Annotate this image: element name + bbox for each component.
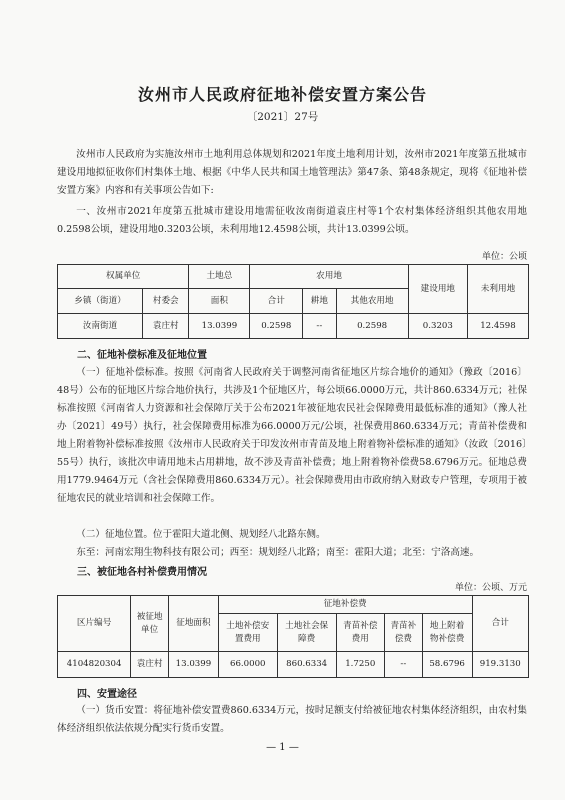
cell-village: 袁庄村: [143, 314, 189, 339]
cell-land-compensation: 66.0000: [218, 652, 277, 678]
header-other-farmland: 其他农用地: [336, 289, 408, 314]
header-region-code: 区片编号: [58, 596, 131, 652]
header-arable: 耕地: [303, 289, 336, 314]
cell-social-security: 860.6334: [277, 652, 336, 678]
page-number: — 1 —: [266, 742, 299, 753]
cell-arable: --: [303, 314, 336, 339]
cell-construction: 0.3203: [408, 314, 467, 339]
compensation-table: [57, 595, 529, 678]
item-2-2-paragraph: （二）征地位置。位于霍阳大道北侧、规划经八北路东侧。: [76, 529, 326, 540]
section-4-heading: 四、安置途径: [77, 689, 137, 700]
page-title: 汝州市人民政府征地补偿安置方案公告: [137, 85, 427, 104]
header-town: 乡镇（街道）: [58, 289, 143, 314]
table1-unit: 单位：公顷: [481, 252, 527, 262]
cell-attachment-compensation: 58.6796: [422, 652, 472, 678]
header-compensation: 征地补偿费: [218, 596, 472, 614]
header-farmland: 农用地: [250, 265, 408, 289]
header-area: 征地面积: [169, 596, 219, 652]
header-total-area-top: 土地总: [189, 265, 250, 289]
header-sum: 合计: [250, 289, 303, 314]
cell-total-area: 13.0399: [189, 314, 250, 339]
header-land-unit: 被征地 单位: [131, 596, 169, 652]
header-total-area-bottom: 面积: [189, 289, 250, 314]
cell-land-unit: 袁庄村: [131, 652, 169, 678]
header-unused: 未利用地: [467, 265, 528, 314]
intro-paragraph: 汝州市人民政府为实施汝州市土地利用总体规划和2021年度土地利用计划，汝州市2021年度第五批城市建设用地拟征收你们村集体土地、根据《中华人民共和国土地管理法》第47条、第48条规定，现将《征地补偿安置方案》内容和有关事项公告如下:: [57, 149, 527, 196]
table2-unit: 单位：公顷、万元: [454, 583, 527, 593]
item-4-1-paragraph: （一）货币安置：将征地补偿安置费860.6334万元，按时足额支付给被征地农村集体经济组织，由农村集体经济组织依法依规分配实行货币安置。: [57, 705, 527, 734]
cell-area: 13.0399: [169, 652, 219, 678]
cell-region-code: 4104820304: [58, 652, 131, 678]
cell-crop-compensation-2: --: [384, 652, 422, 678]
item-1-paragraph: 一、汝州市2021年度第五批城市建设用地需征收汝南街道袁庄村等1个农村集体经济组织其他农用地0.2598公顷，建设用地0.3203公顷，未利用地12.4598公顷，共计13.0399公顷。: [57, 206, 527, 235]
header-owner: 权属单位: [58, 265, 189, 289]
cell-total: 919.3130: [472, 652, 529, 678]
header-crop-compensation: 青苗补偿 费用: [336, 614, 384, 652]
table-row: [58, 314, 529, 339]
header-total: 合计: [472, 596, 529, 652]
header-crop-compensation-2: 青苗补 偿费: [384, 614, 422, 652]
document-number: 〔2021〕27号: [246, 111, 319, 123]
section-2-heading: 二、征地补偿标准及征地位置: [77, 350, 207, 361]
item-2-1-paragraph: （一）征地补偿标准。按照《河南省人民政府关于调整河南省征地区片综合地价的通知》（豫政〔2016〕48号）公布的征地区片综合地价执行，共涉及1个征地区片，每公顷66.0000万元，共计860.6334万元；社保标准按照《河南省人力资源和社会保障厅关于公布2021年被征地农民社会保障费用最低标准的通知》（豫人社办〔2021〕49号）执行，社会保障费用标准为66.0000万元/公顷，社保费用860.6334万元；青苗补偿费和地上附着物补偿标准按照《汝州市人民政府关于印发汝州市青苗及地上附着物补偿标准的通知》（汝政〔2016〕55号）执行，该批次申请用地未占用耕地，故不涉及青苗补偿费；地上附着物补偿费58.6796万元。征地总费用1779.9464万元（含社会保障费用860.6334万元）。社会保障费用由市政府纳入财政专户管理，专项用于被征地农民的就业培训和社会保障工作。: [57, 367, 527, 504]
cell-farmland-sum: 0.2598: [250, 314, 303, 339]
header-attachment-compensation: 地上附着 物补偿费: [422, 614, 472, 652]
table-row: [58, 652, 529, 678]
section-3-heading: 三、被征地各村补偿费用情况: [77, 567, 207, 578]
cell-unused: 12.4598: [467, 314, 528, 339]
cell-town: 汝南街道: [58, 314, 143, 339]
header-construction: 建设用地: [408, 265, 467, 314]
header-village: 村委会: [143, 289, 189, 314]
cell-other-farmland: 0.2598: [336, 314, 408, 339]
land-area-table: [57, 264, 529, 339]
item-2-3-paragraph: 东至：河南宏翔生物科技有限公司；西至：规划经八北路；南至：霍阳大道；北至：宁洛高速。: [76, 547, 480, 558]
header-land-compensation: 土地补偿安 置费用: [218, 614, 277, 652]
cell-crop-compensation: 1.7250: [336, 652, 384, 678]
header-social-security: 土地社会保 障费: [277, 614, 336, 652]
